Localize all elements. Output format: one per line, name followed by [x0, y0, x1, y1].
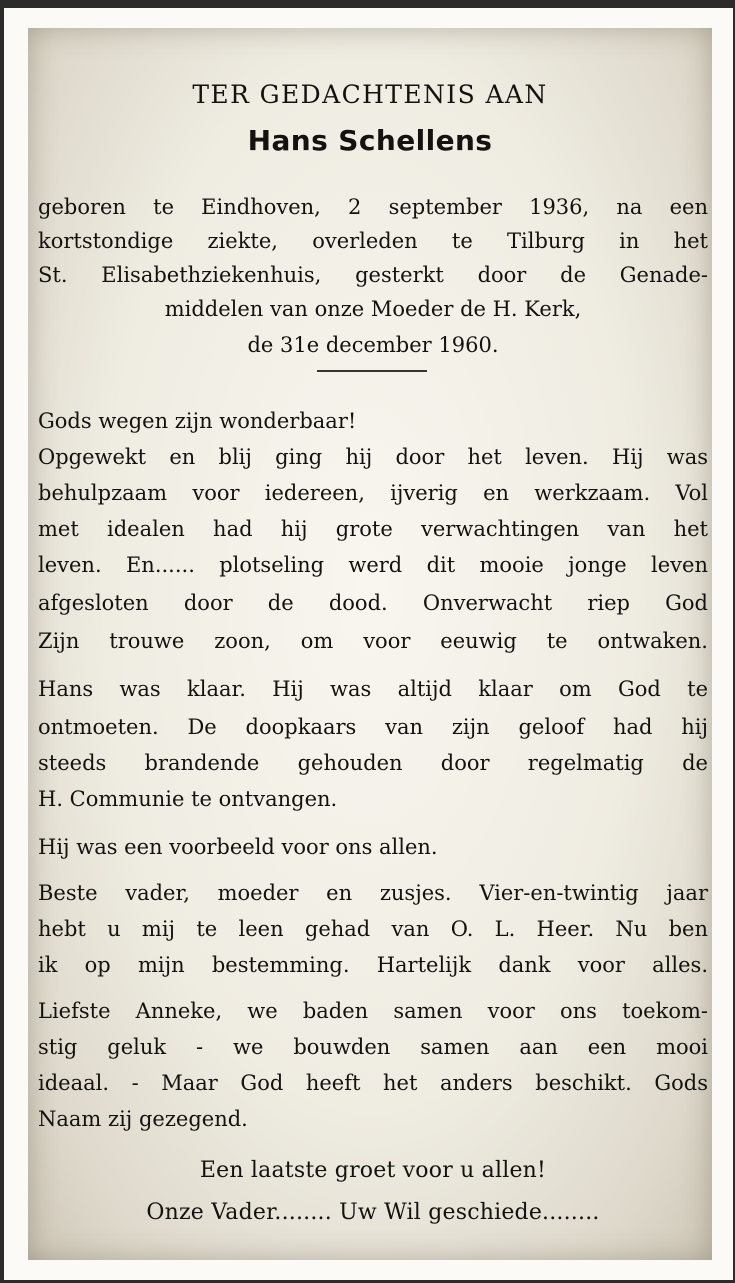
text-line: Hij was een voorbeeld voor ons allen.	[38, 835, 438, 859]
text-line: ontmoeten. De doopkaars van zijn geloof had hij	[38, 715, 708, 739]
card-intro: TER GEDACHTENIS AAN	[192, 80, 548, 109]
biography-line: middelen van onze Moeder de H. Kerk,	[164, 297, 582, 321]
card-mount	[4, 8, 733, 1280]
biography-line: geboren te Eindhoven, 2 september 1936, na een	[38, 195, 708, 219]
text-line: steeds brandende gehouden door regelmatig de	[38, 751, 708, 775]
memorial-card	[28, 28, 712, 1260]
divider	[317, 370, 427, 372]
text-line: Liefste Anneke, we baden samen voor ons toekom-	[38, 999, 708, 1023]
text-line: afgesloten door de dood. Onverwacht riep God	[38, 591, 708, 615]
biography-line: kortstondige ziekte, overleden te Tilburg in het	[38, 229, 708, 253]
closing-line: Onze Vader........ Uw Wil geschiede........	[146, 1200, 600, 1225]
text-line: leven. En...... plotseling werd dit mooie jonge leven	[38, 553, 708, 577]
text-line: stig geluk - we bouwden samen aan een mooi	[38, 1035, 708, 1059]
text-line: Beste vader, moeder en zusjes. Vier-en-twintig jaar	[38, 881, 708, 905]
text-line: H. Communie te ontvangen.	[38, 787, 338, 811]
text-line: Naam zij gezegend.	[38, 1107, 248, 1131]
biography-line: de 31e december 1960.	[247, 333, 499, 357]
text-line: hebt u mij te leen gehad van O. L. Heer. Nu ben	[38, 917, 708, 941]
text-line: Hans was klaar. Hij was altijd klaar om God te	[38, 677, 708, 701]
deceased-name: Hans Schellens	[247, 124, 493, 157]
text-line: behulpzaam voor iedereen, ijverig en werkzaam. Vol	[38, 481, 708, 505]
text-line: met idealen had hij grote verwachtingen van het	[38, 517, 708, 541]
biography-line: St. Elisabethziekenhuis, gesterkt door de Genade-	[38, 263, 708, 287]
text-line: Zijn trouwe zoon, om voor eeuwig te ontwaken.	[38, 629, 708, 653]
text-line: ik op mijn bestemming. Hartelijk dank voor alles.	[38, 953, 708, 977]
text-line: Gods wegen zijn wonderbaar!	[38, 409, 357, 433]
closing-line: Een laatste groet voor u allen!	[199, 1158, 547, 1183]
text-line: Opgewekt en blij ging hij door het leven. Hij was	[38, 445, 708, 469]
text-line: ideaal. - Maar God heeft het anders beschikt. Gods	[38, 1071, 708, 1095]
